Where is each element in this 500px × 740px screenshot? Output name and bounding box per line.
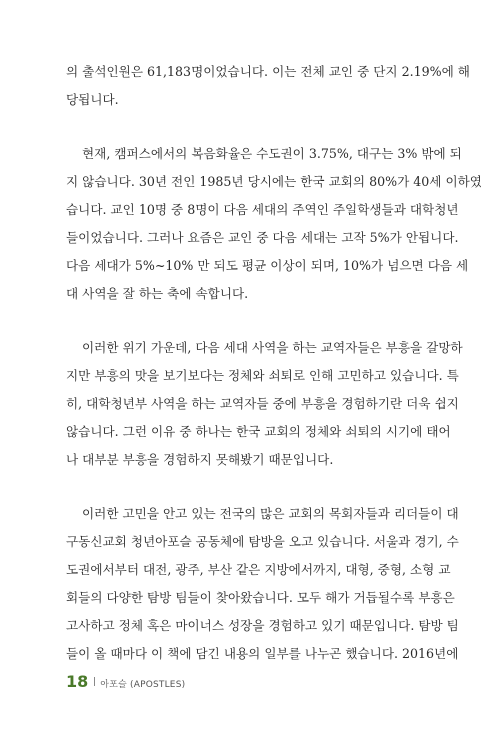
text-line: 다음 세대가 5%~10% 만 되도 평균 이상이 되며, 10%가 넘으면 다음 세 [66,258,469,273]
paragraph-3 [66,334,463,474]
text-line: 나 대부분 부흥을 경험하지 못해봤기 때문입니다. [66,452,334,467]
text-line: 고사하고 정체 혹은 마이너스 성장을 경험하고 있기 때문입니다. 탐방 팀 [66,618,459,633]
page-number: 18 [66,672,89,691]
text-line: 대 사역을 잘 하는 축에 속합니다. [66,286,249,301]
text-line: 히, 대학청년부 사역을 하는 교역자들 중에 부흥을 경험하기란 더욱 쉽지 [66,396,459,411]
text-line: 들이 올 때마다 이 책에 담긴 내용의 일부를 나누곤 했습니다. 2016년에 [66,646,459,661]
text-line: 회들의 다양한 탐방 팀들이 찾아왔습니다. 모두 해가 거듭될수록 부흥은 [66,590,455,605]
text-line: 지 않습니다. 30년 전인 1985년 당시에는 한국 교회의 80%가 40세 이하였 [66,174,482,189]
body-text [66,58,482,694]
text-line: 구동신교회 청년아포슬 공동체에 탐방을 오고 있습니다. 서울과 경기, 수 [66,534,459,549]
text-line: 도권에서부터 대전, 광주, 부산 같은 지방에서까지, 대형, 중형, 소형 교 [66,562,451,577]
text-line: 않습니다. 그런 이유 중 하나는 한국 교회의 정체와 쇠퇴의 시기에 태어 [66,424,451,439]
text-line: 당됩니다. [66,92,119,107]
footer-divider [94,677,95,686]
page-footer [66,672,185,691]
text-line: 현재, 캠퍼스에서의 복음화율은 수도권이 3.75%, 대구는 3% 밖에 되 [66,146,462,161]
text-line: 이러한 고민을 안고 있는 전국의 많은 교회의 목회자들과 리더들이 대 [66,506,459,521]
text-line: 지만 부흥의 맛을 보기보다는 정체와 쇠퇴로 인해 고민하고 있습니다. 특 [66,368,459,383]
paragraph-4 [66,500,459,668]
text-line: 이러한 위기 가운데, 다음 세대 사역을 하는 교역자들은 부흥을 갈망하 [66,340,463,355]
paragraph-1 [66,58,470,114]
text-line: 들이었습니다. 그러나 요즘은 교인 중 다음 세대는 고작 5%가 안됩니다. [66,230,459,245]
running-title: 아포슬 (APOSTLES) [100,680,186,690]
text-line: 의 출석인원은 61,183명이었습니다. 이는 전체 교인 중 단지 2.19%에 해 [66,64,470,79]
paragraph-2 [66,140,482,308]
text-line: 습니다. 교인 10명 중 8명이 다음 세대의 주역인 주일학생들과 대학청년 [66,202,459,217]
